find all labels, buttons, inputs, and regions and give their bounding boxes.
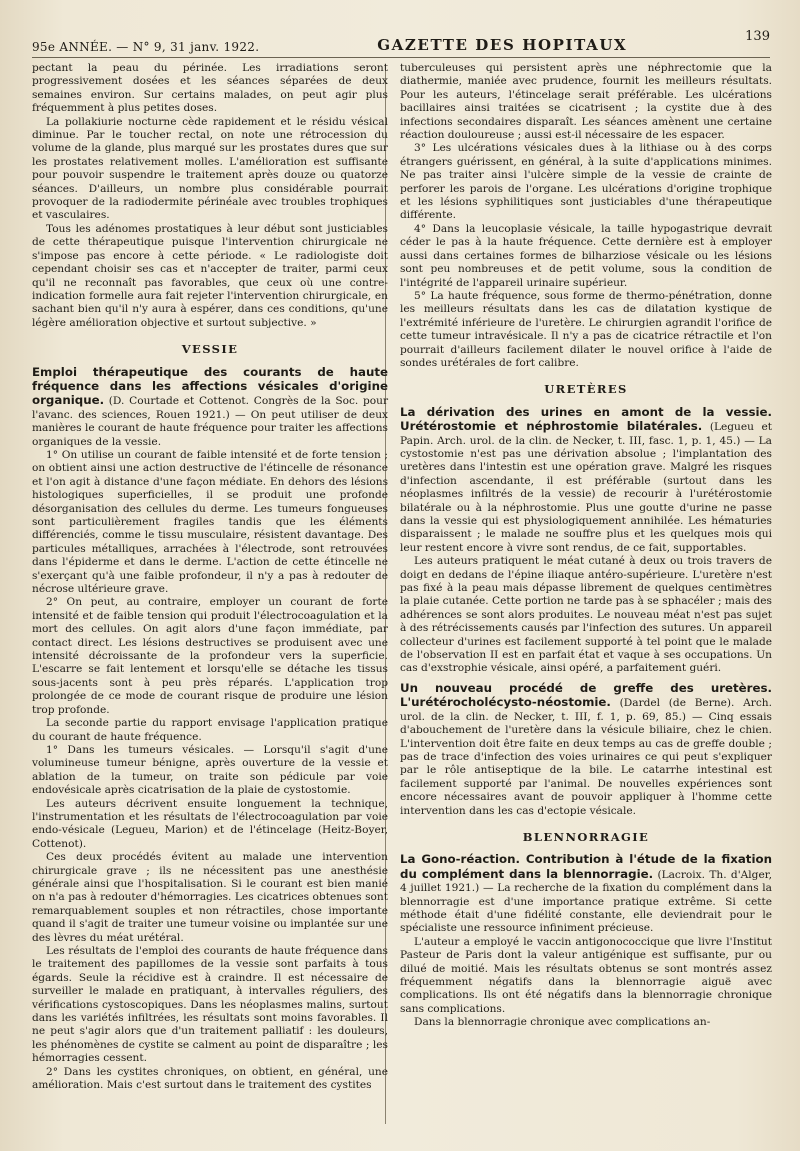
paragraph: 2° Dans les cystites chroniques, on obtient, en général, une amélioration. Mais c'est surtout dans le traitement des cystites: [32, 1065, 388, 1092]
article-title: La dérivation des urines en amont de la vessie. Urétérostomie et néphrostomie bilatérales.: [400, 404, 772, 434]
paragraph: tuberculeuses qui persistent après une néphrectomie que la diathermie, maniée avec prudence, fournit les meilleurs résultats. Pour les auteurs, l'étincelage serait préférable. Les ulcérations bacillaires ainsi traitées se cicatrisent ; la cystite due à des infections secondaires disparaît. Les séances amènent une certaine réaction douloureuse ; aussi est-il nécessaire de les espacer.: [400, 62, 772, 142]
paragraph: La pollakiurie nocturne cède rapidement et le résidu vésical diminue. Par le toucher rectal, on note une rétrocession du volume de la glande, plus marqué sur les prostates dures que sur les prostates relativement molles. L'amélioration est suffisante pour pouvoir suspendre le traitement après douze ou quatorze séances. D'ailleurs, un nombre plus considérable pourrait provoquer de la radiodermite périnéale avec troubles trophiques et vasculaires.: [32, 115, 388, 222]
article-title: Emploi thérapeutique des courants de haute fréquence dans les affections vésicales d'origine organique.: [32, 364, 388, 408]
paragraph: Dans la blennorragie chronique avec complications an-: [414, 1016, 711, 1029]
paragraph: 5° La haute fréquence, sous forme de thermo-pénétration, donne les meilleurs résultats dans les cas de dilatation kystique de l'extrémité inférieure de l'uretère. Le chirurgien agrandit l'orifice de cette tumeur intravésicale. Il n'y a pas de cicatrice rétractile et l'on pourrait d'ailleurs facilement dilater le nouvel orifice à l'aide de sondes urétérales de fort calibre.: [400, 289, 772, 369]
paragraph: 1° On utilise un courant de faible intensité et de forte tension ; on obtient ainsi une action destructive de l'étincelle de résonance et l'on agit à distance d'une façon médiate. En dehors des lésions histologiques superficielles, il se produit une profonde désorganisation des cellules du derme. Les tumeurs fongueuses sont particulièrement fragiles tandis que les éléments différenciés, comme le tissu musculaire, résistent davantage. Des particules métalliques, arrachées à l'électrode, sont retrouvées dans l'épiderme et dans le derme. L'action de cette étincelle ne s'exerçant qu'à une faible profondeur, il n'y a pas à redouter de nécrose ultérieure grave.: [32, 448, 388, 596]
paragraph: Les résultats de l'emploi des courants de haute fréquence dans le traitement des papillomes de la vessie sont parfaits à tous égards. Seule la récidive est à craindre. Il est nécessaire de surveiller le malade en pratiquant, à intervalles réguliers, des vérifications cystoscopiques. Dans les néoplasmes malins, surtout dans les variétés infiltrées, les résultats sont moins favorables. Il ne peut s'agir alors que d'un traitement palliatif : les douleurs, les phénomènes de cystite se calment au point de disparaître ; les hémorragies cessent.: [32, 945, 388, 1065]
article-citation: (Lacroix. Th. d'Alger, 4 juillet 1921.) — La recherche de la fixation du complément dans la blennorragie est d'une importance pratique extrême. Si cette méthode était d'une fidélité constante, elle deviendrait pour le spécialiste une ressource infiniment précieuse.: [400, 868, 772, 935]
page-number: 139: [745, 29, 770, 44]
journal-title: GAZETTE DES HOPITAUX: [377, 36, 628, 54]
paragraph: Ces deux procédés évitent au malade une intervention chirurgicale grave ; ils ne nécessitent pas une anesthésie générale ainsi que l'hospitalisation. Si le courant est bien manié on n'a pas à redouter d'hémorragies. Les cicatrices obtenues sont remarquablement souples et non rétractiles, chose importante quand il s'agit de traiter une tumeur voisine ou implantée sur une des lèvres du méat urétéral.: [32, 851, 388, 944]
paragraph: L'auteur a employé le vaccin antigonococcique que livre l'Institut Pasteur de Paris dont la valeur antigénique est suffisante, pur ou dilué de moitié. Mais les résultats obtenus se sont montrés assez fréquemment négatifs dans la blennorragie aiguë avec complications. Ils ont été négatifs dans la blennorragie chronique sans complications.: [400, 935, 772, 1015]
article-citation: (Legueu et Papin. Arch. urol. de la clin. de Necker, t. III, fasc. 1, p. 1, 45.) — La cystostomie n'est pas une dérivation absolue ; l'implantation des uretères dans l'intestin est une opération grave. Malgré les risques d'infection ascendante, il est préférable (surtout dans les néoplasmes infiltrés de la vessie) de recourir à l'urétérostomie bilatérale ou à la néphrostomie. Plus une goutte d'urine ne passe dans la vessie qui est physiologiquement annihilée. Les hématuries disparaissent ; le malade ne souffre plus et les quelques mois qui leur restent encore à vivre sont rendus, de ce fait, supportables.: [400, 421, 773, 554]
paragraph: 4° Dans la leucoplasie vésicale, la taille hypogastrique devrait céder le pas à la haute fréquence. Cette dernière est à employer aussi dans certaines formes de bilharziose vésicale ou les lésions sont peu nombreuses et de petit volume, sous la condition de l'intégrité de l'appareil urinaire supérieur.: [400, 222, 772, 289]
paragraph: Les auteurs décrivent ensuite longuement la technique, l'instrumentation et les résultats de l'électrocoagulation par voie endo-vésicale (Legueu, Marion) et de l'étincelage (Heitz-Boyer, Cottenot).: [32, 797, 388, 850]
article-title: Un nouveau procédé de greffe des uretères. L'urétérocholécysto-néostomie.: [400, 680, 772, 710]
article-entry: [400, 406, 772, 555]
left-column: [32, 62, 388, 1092]
paragraph: Tous les adénomes prostatiques à leur début sont justiciables de cette thérapeutique puisque l'intervention chirurgicale ne s'impose pas encore à cette période. « Le radiologiste doit cependant choisir ses cas et n'accepter de traiter, parmi ceux qu'il ne reconnaît pas favorables, que ceux où une contre-indication formelle aura fait rejeter l'intervention chirurgicale, en sachant bien qu'il n'y aura à espérer, dans ces conditions, qu'une légère amélioration objective et surtout subjective. »: [32, 222, 388, 329]
issue-line: 95e ANNÉE. — N° 9, 31 janv. 1922.: [32, 40, 260, 54]
section-heading-vessie: VESSIE: [181, 342, 239, 357]
paragraph: 1° Dans les tumeurs vésicales. — Lorsqu'il s'agit d'une volumineuse tumeur bénigne, après ouverture de la vessie et ablation de la tumeur, on traite son pédicule par voie endovésicale après cicatrisation de la plaie de cystostomie.: [32, 743, 388, 797]
paragraph: Les auteurs pratiquent le méat cutané à deux ou trois travers de doigt en dedans de l'épine iliaque antéro-supérieure. L'uretère n'est pas fixé à la peau mais dépasse librement de quelques centimètres la plaie cutanée. Cette portion ne tarde pas à se sphacéler ; mais des adhérences se sont alors produites. Le nouveau méat n'est pas sujet à des rétrécissements causés par l'infection des sutures. Un appareil collecteur d'urines est facilement supporté à tel point que le malade de l'observation II est en parfait état et vaque à ses occupations. Un cas d'exstrophie vésicale, ainsi opéré, a parfaitement guéri.: [400, 555, 772, 675]
paragraph: 2° On peut, au contraire, employer un courant de forte intensité et de faible tension qui produit l'électrocoagulation et la mort des cellules. On agit alors d'une façon immédiate, par contact direct. Les lésions destructives se produisent avec une intensité décroissante de la profondeur vers la superficie. L'escarre se fait lentement et lorsqu'elle se détache les tissus sous-jacents sont à peu près réparés. L'application trop prolongée de ce mode de courant risque de produire une lésion trop profonde.: [32, 596, 388, 716]
page-header: [32, 24, 770, 58]
paragraph: 3° Les ulcérations vésicales dues à la lithiase ou à des corps étrangers guérissent, en général, à la suite d'applications minimes. Ne pas traiter ainsi l'ulcère simple de la vessie de crainte de perforer les parois de l'organe. Les ulcérations d'origine trophique et les lésions syphilitiques sont justiciables d'une thérapeutique différente.: [400, 142, 772, 222]
article-citation: (D. Courtade et Cottenot. Congrès de la Soc. pour l'avanc. des sciences, Rouen 1921.) — On peut utiliser de deux manières le courant de haute fréquence pour traiter les affections organiques de la vessie.: [32, 395, 389, 448]
paragraph: La seconde partie du rapport envisage l'application pratique du courant de haute fréquence.: [32, 717, 388, 743]
section-heading-blennorragie: BLENNORRAGIE: [522, 829, 650, 844]
article-entry: [400, 853, 772, 935]
article-citation: (Dardel (de Berne). Arch. urol. de la clin. de Necker, t. III, f. 1, p. 69, 85.) — Cinq essais d'abouchement de l'uretère dans la vésicule biliaire, chez le chien. L'intervention doit être faite en deux temps au cas de greffe double ; pas de trace d'infection des voies urinaires ce qui peut s'expliquer par le rôle antiseptique de la bile. Le catarrhe intestinal est facilement supporté par l'animal. De nouvelles expériences sont encore nécessaires avant de pouvoir appliquer à l'homme cette intervention dans les cas d'ectopie vésicale.: [400, 697, 772, 817]
right-column: [400, 62, 772, 1030]
article-entry: [400, 682, 772, 818]
paragraph: pectant la peau du périnée. Les irradiations seront progressivement dosées et les séances séparées de deux semaines environ. Sur certains malades, on peut agir plus fréquemment à plus petites doses.: [32, 62, 388, 115]
section-heading-ureteres: URETÈRES: [544, 382, 628, 397]
article-title: La Gono-réaction. Contribution à l'étude de la fixation du complément dans la blennorragie.: [400, 852, 772, 881]
article-entry: [32, 366, 388, 449]
